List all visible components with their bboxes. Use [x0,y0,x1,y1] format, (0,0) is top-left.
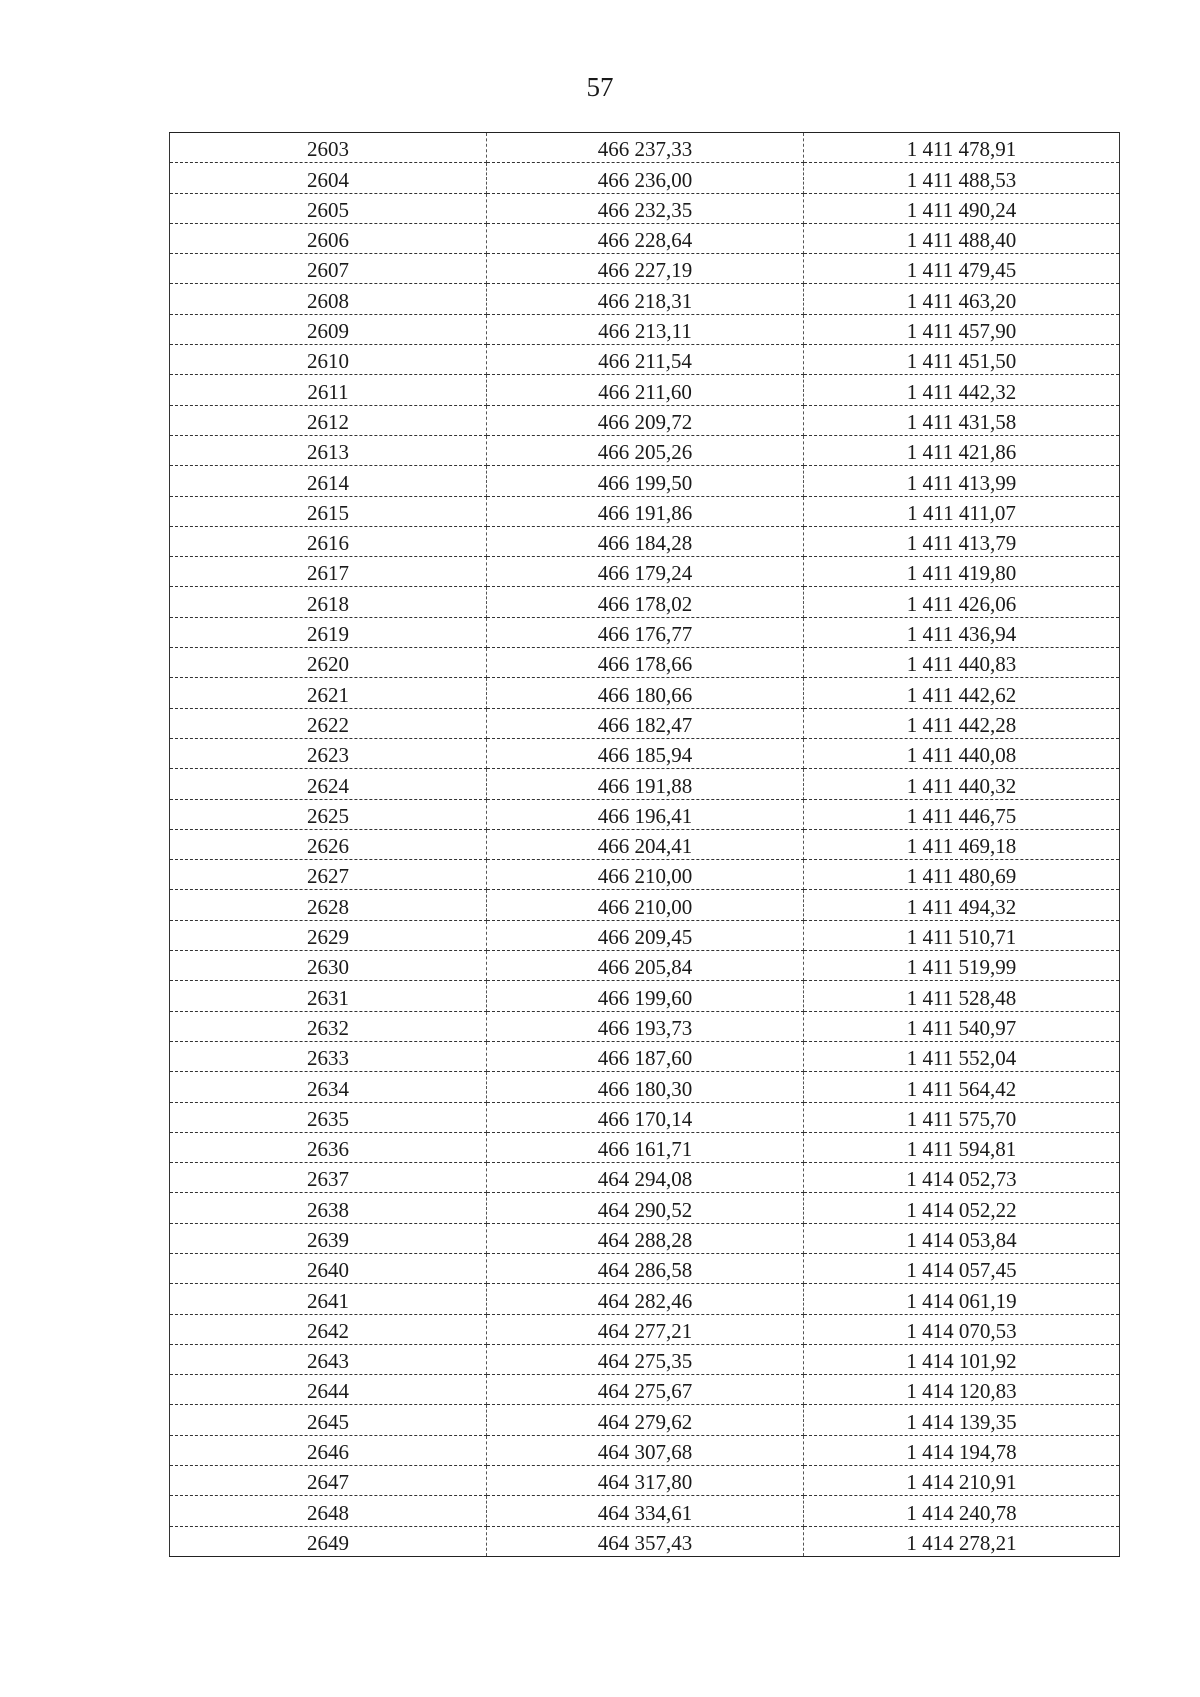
point-number-cell: 2603 [170,133,487,163]
coord-y-cell: 1 411 575,70 [804,1102,1120,1132]
table-row [170,435,1120,465]
coord-y-cell: 1 411 457,90 [804,314,1120,344]
point-number-cell: 2622 [170,708,487,738]
table-row [170,829,1120,859]
table-row [170,375,1120,405]
point-number-cell: 2633 [170,1041,487,1071]
table-row [170,769,1120,799]
coord-x-cell: 466 178,02 [487,587,804,617]
coord-x-cell: 464 288,28 [487,1223,804,1253]
coord-y-cell: 1 411 419,80 [804,557,1120,587]
point-number-cell: 2646 [170,1435,487,1465]
point-number-cell: 2649 [170,1526,487,1556]
coordinate-table-body [170,133,1120,1557]
point-number-cell: 2625 [170,799,487,829]
coord-y-cell: 1 414 194,78 [804,1435,1120,1465]
coord-y-cell: 1 411 564,42 [804,1072,1120,1102]
point-number-cell: 2615 [170,496,487,526]
table-row [170,163,1120,193]
coord-y-cell: 1 411 510,71 [804,920,1120,950]
point-number-cell: 2613 [170,435,487,465]
point-number-cell: 2645 [170,1405,487,1435]
coord-x-cell: 466 161,71 [487,1132,804,1162]
coord-y-cell: 1 411 446,75 [804,799,1120,829]
coord-x-cell: 464 317,80 [487,1466,804,1496]
table-row [170,1435,1120,1465]
coord-y-cell: 1 414 210,91 [804,1466,1120,1496]
coord-y-cell: 1 411 463,20 [804,284,1120,314]
coord-y-cell: 1 411 552,04 [804,1041,1120,1071]
coord-y-cell: 1 411 540,97 [804,1011,1120,1041]
coord-y-cell: 1 411 451,50 [804,345,1120,375]
table-row [170,1496,1120,1526]
point-number-cell: 2636 [170,1132,487,1162]
table-row [170,587,1120,617]
coord-y-cell: 1 414 057,45 [804,1253,1120,1283]
coord-y-cell: 1 411 442,62 [804,678,1120,708]
point-number-cell: 2605 [170,193,487,223]
point-number-cell: 2640 [170,1253,487,1283]
table-row [170,1132,1120,1162]
point-number-cell: 2610 [170,345,487,375]
table-row [170,133,1120,163]
coord-y-cell: 1 414 120,83 [804,1375,1120,1405]
table-row [170,951,1120,981]
coord-x-cell: 466 211,54 [487,345,804,375]
coord-x-cell: 464 275,35 [487,1344,804,1374]
point-number-cell: 2641 [170,1284,487,1314]
coord-x-cell: 466 210,00 [487,860,804,890]
coord-y-cell: 1 411 480,69 [804,860,1120,890]
coord-y-cell: 1 411 519,99 [804,951,1120,981]
point-number-cell: 2612 [170,405,487,435]
point-number-cell: 2604 [170,163,487,193]
table-row [170,1163,1120,1193]
coord-x-cell: 466 204,41 [487,829,804,859]
table-row [170,1344,1120,1374]
table-row [170,799,1120,829]
coord-x-cell: 466 178,66 [487,648,804,678]
coord-x-cell: 464 286,58 [487,1253,804,1283]
point-number-cell: 2637 [170,1163,487,1193]
table-row [170,678,1120,708]
table-row [170,223,1120,253]
point-number-cell: 2614 [170,466,487,496]
table-row [170,496,1120,526]
point-number-cell: 2621 [170,678,487,708]
coord-y-cell: 1 411 594,81 [804,1132,1120,1162]
table-row [170,1072,1120,1102]
coord-x-cell: 466 176,77 [487,617,804,647]
coord-x-cell: 466 180,66 [487,678,804,708]
coord-x-cell: 466 213,11 [487,314,804,344]
table-row [170,1405,1120,1435]
coord-x-cell: 466 185,94 [487,738,804,768]
point-number-cell: 2635 [170,1102,487,1132]
table-row [170,526,1120,556]
coord-x-cell: 464 307,68 [487,1435,804,1465]
point-number-cell: 2638 [170,1193,487,1223]
coord-y-cell: 1 411 479,45 [804,254,1120,284]
coord-x-cell: 466 179,24 [487,557,804,587]
coord-x-cell: 464 277,21 [487,1314,804,1344]
coord-y-cell: 1 414 070,53 [804,1314,1120,1344]
coord-x-cell: 464 290,52 [487,1193,804,1223]
coord-y-cell: 1 414 278,21 [804,1526,1120,1556]
coord-y-cell: 1 411 528,48 [804,981,1120,1011]
point-number-cell: 2609 [170,314,487,344]
point-number-cell: 2627 [170,860,487,890]
coord-x-cell: 466 191,86 [487,496,804,526]
coord-y-cell: 1 411 488,53 [804,163,1120,193]
point-number-cell: 2628 [170,890,487,920]
coord-y-cell: 1 411 494,32 [804,890,1120,920]
coord-y-cell: 1 414 061,19 [804,1284,1120,1314]
coord-x-cell: 464 294,08 [487,1163,804,1193]
coord-y-cell: 1 411 442,32 [804,375,1120,405]
point-number-cell: 2632 [170,1011,487,1041]
coord-x-cell: 466 191,88 [487,769,804,799]
table-row [170,1193,1120,1223]
point-number-cell: 2623 [170,738,487,768]
coord-x-cell: 466 218,31 [487,284,804,314]
point-number-cell: 2631 [170,981,487,1011]
point-number-cell: 2630 [170,951,487,981]
coord-y-cell: 1 411 442,28 [804,708,1120,738]
coord-y-cell: 1 411 478,91 [804,133,1120,163]
table-row [170,1102,1120,1132]
point-number-cell: 2608 [170,284,487,314]
coord-x-cell: 466 170,14 [487,1102,804,1132]
coord-y-cell: 1 411 469,18 [804,829,1120,859]
coord-x-cell: 466 210,00 [487,890,804,920]
point-number-cell: 2647 [170,1466,487,1496]
table-row [170,254,1120,284]
coord-y-cell: 1 411 431,58 [804,405,1120,435]
coord-x-cell: 466 232,35 [487,193,804,223]
table-row [170,314,1120,344]
table-row [170,193,1120,223]
coord-y-cell: 1 414 053,84 [804,1223,1120,1253]
point-number-cell: 2626 [170,829,487,859]
coord-x-cell: 466 211,60 [487,375,804,405]
coord-x-cell: 466 228,64 [487,223,804,253]
table-row [170,648,1120,678]
page-number: 57 [586,72,614,102]
point-number-cell: 2607 [170,254,487,284]
coord-x-cell: 464 275,67 [487,1375,804,1405]
point-number-cell: 2606 [170,223,487,253]
table-row [170,345,1120,375]
coord-y-cell: 1 414 052,22 [804,1193,1120,1223]
coord-x-cell: 466 236,00 [487,163,804,193]
point-number-cell: 2648 [170,1496,487,1526]
coord-x-cell: 464 357,43 [487,1526,804,1556]
table-row [170,1466,1120,1496]
coord-x-cell: 466 237,33 [487,133,804,163]
table-row [170,405,1120,435]
coord-x-cell: 466 187,60 [487,1041,804,1071]
table-row [170,708,1120,738]
coord-y-cell: 1 411 413,99 [804,466,1120,496]
table-row [170,284,1120,314]
coord-y-cell: 1 414 139,35 [804,1405,1120,1435]
table-row [170,1526,1120,1556]
point-number-cell: 2634 [170,1072,487,1102]
coord-y-cell: 1 411 426,06 [804,587,1120,617]
coord-y-cell: 1 411 440,08 [804,738,1120,768]
table-row [170,981,1120,1011]
coord-x-cell: 464 282,46 [487,1284,804,1314]
coordinate-table [169,132,1120,1557]
table-row [170,1284,1120,1314]
coord-y-cell: 1 411 421,86 [804,435,1120,465]
point-number-cell: 2639 [170,1223,487,1253]
table-row [170,1314,1120,1344]
coord-x-cell: 466 196,41 [487,799,804,829]
coord-x-cell: 466 205,84 [487,951,804,981]
coord-y-cell: 1 411 440,32 [804,769,1120,799]
coord-x-cell: 466 180,30 [487,1072,804,1102]
coord-y-cell: 1 411 411,07 [804,496,1120,526]
point-number-cell: 2644 [170,1375,487,1405]
coord-y-cell: 1 414 052,73 [804,1163,1120,1193]
table-row [170,920,1120,950]
coord-x-cell: 466 209,72 [487,405,804,435]
table-row [170,860,1120,890]
coord-x-cell: 466 199,50 [487,466,804,496]
coord-x-cell: 464 334,61 [487,1496,804,1526]
point-number-cell: 2611 [170,375,487,405]
point-number-cell: 2642 [170,1314,487,1344]
coord-y-cell: 1 414 240,78 [804,1496,1120,1526]
coord-y-cell: 1 411 413,79 [804,526,1120,556]
table-row [170,1223,1120,1253]
coord-x-cell: 466 184,28 [487,526,804,556]
coord-x-cell: 466 209,45 [487,920,804,950]
table-row [170,557,1120,587]
point-number-cell: 2616 [170,526,487,556]
coord-x-cell: 466 205,26 [487,435,804,465]
coord-x-cell: 466 227,19 [487,254,804,284]
coord-y-cell: 1 414 101,92 [804,1344,1120,1374]
table-row [170,617,1120,647]
table-row [170,738,1120,768]
table-row [170,1375,1120,1405]
point-number-cell: 2617 [170,557,487,587]
coord-x-cell: 466 199,60 [487,981,804,1011]
coord-y-cell: 1 411 440,83 [804,648,1120,678]
table-row [170,1011,1120,1041]
coord-x-cell: 466 182,47 [487,708,804,738]
table-row [170,466,1120,496]
point-number-cell: 2643 [170,1344,487,1374]
coord-y-cell: 1 411 490,24 [804,193,1120,223]
point-number-cell: 2619 [170,617,487,647]
table-row [170,1253,1120,1283]
coord-x-cell: 464 279,62 [487,1405,804,1435]
coord-x-cell: 466 193,73 [487,1011,804,1041]
coord-y-cell: 1 411 436,94 [804,617,1120,647]
table-row [170,890,1120,920]
coord-y-cell: 1 411 488,40 [804,223,1120,253]
point-number-cell: 2624 [170,769,487,799]
point-number-cell: 2620 [170,648,487,678]
point-number-cell: 2618 [170,587,487,617]
point-number-cell: 2629 [170,920,487,950]
table-row [170,1041,1120,1071]
